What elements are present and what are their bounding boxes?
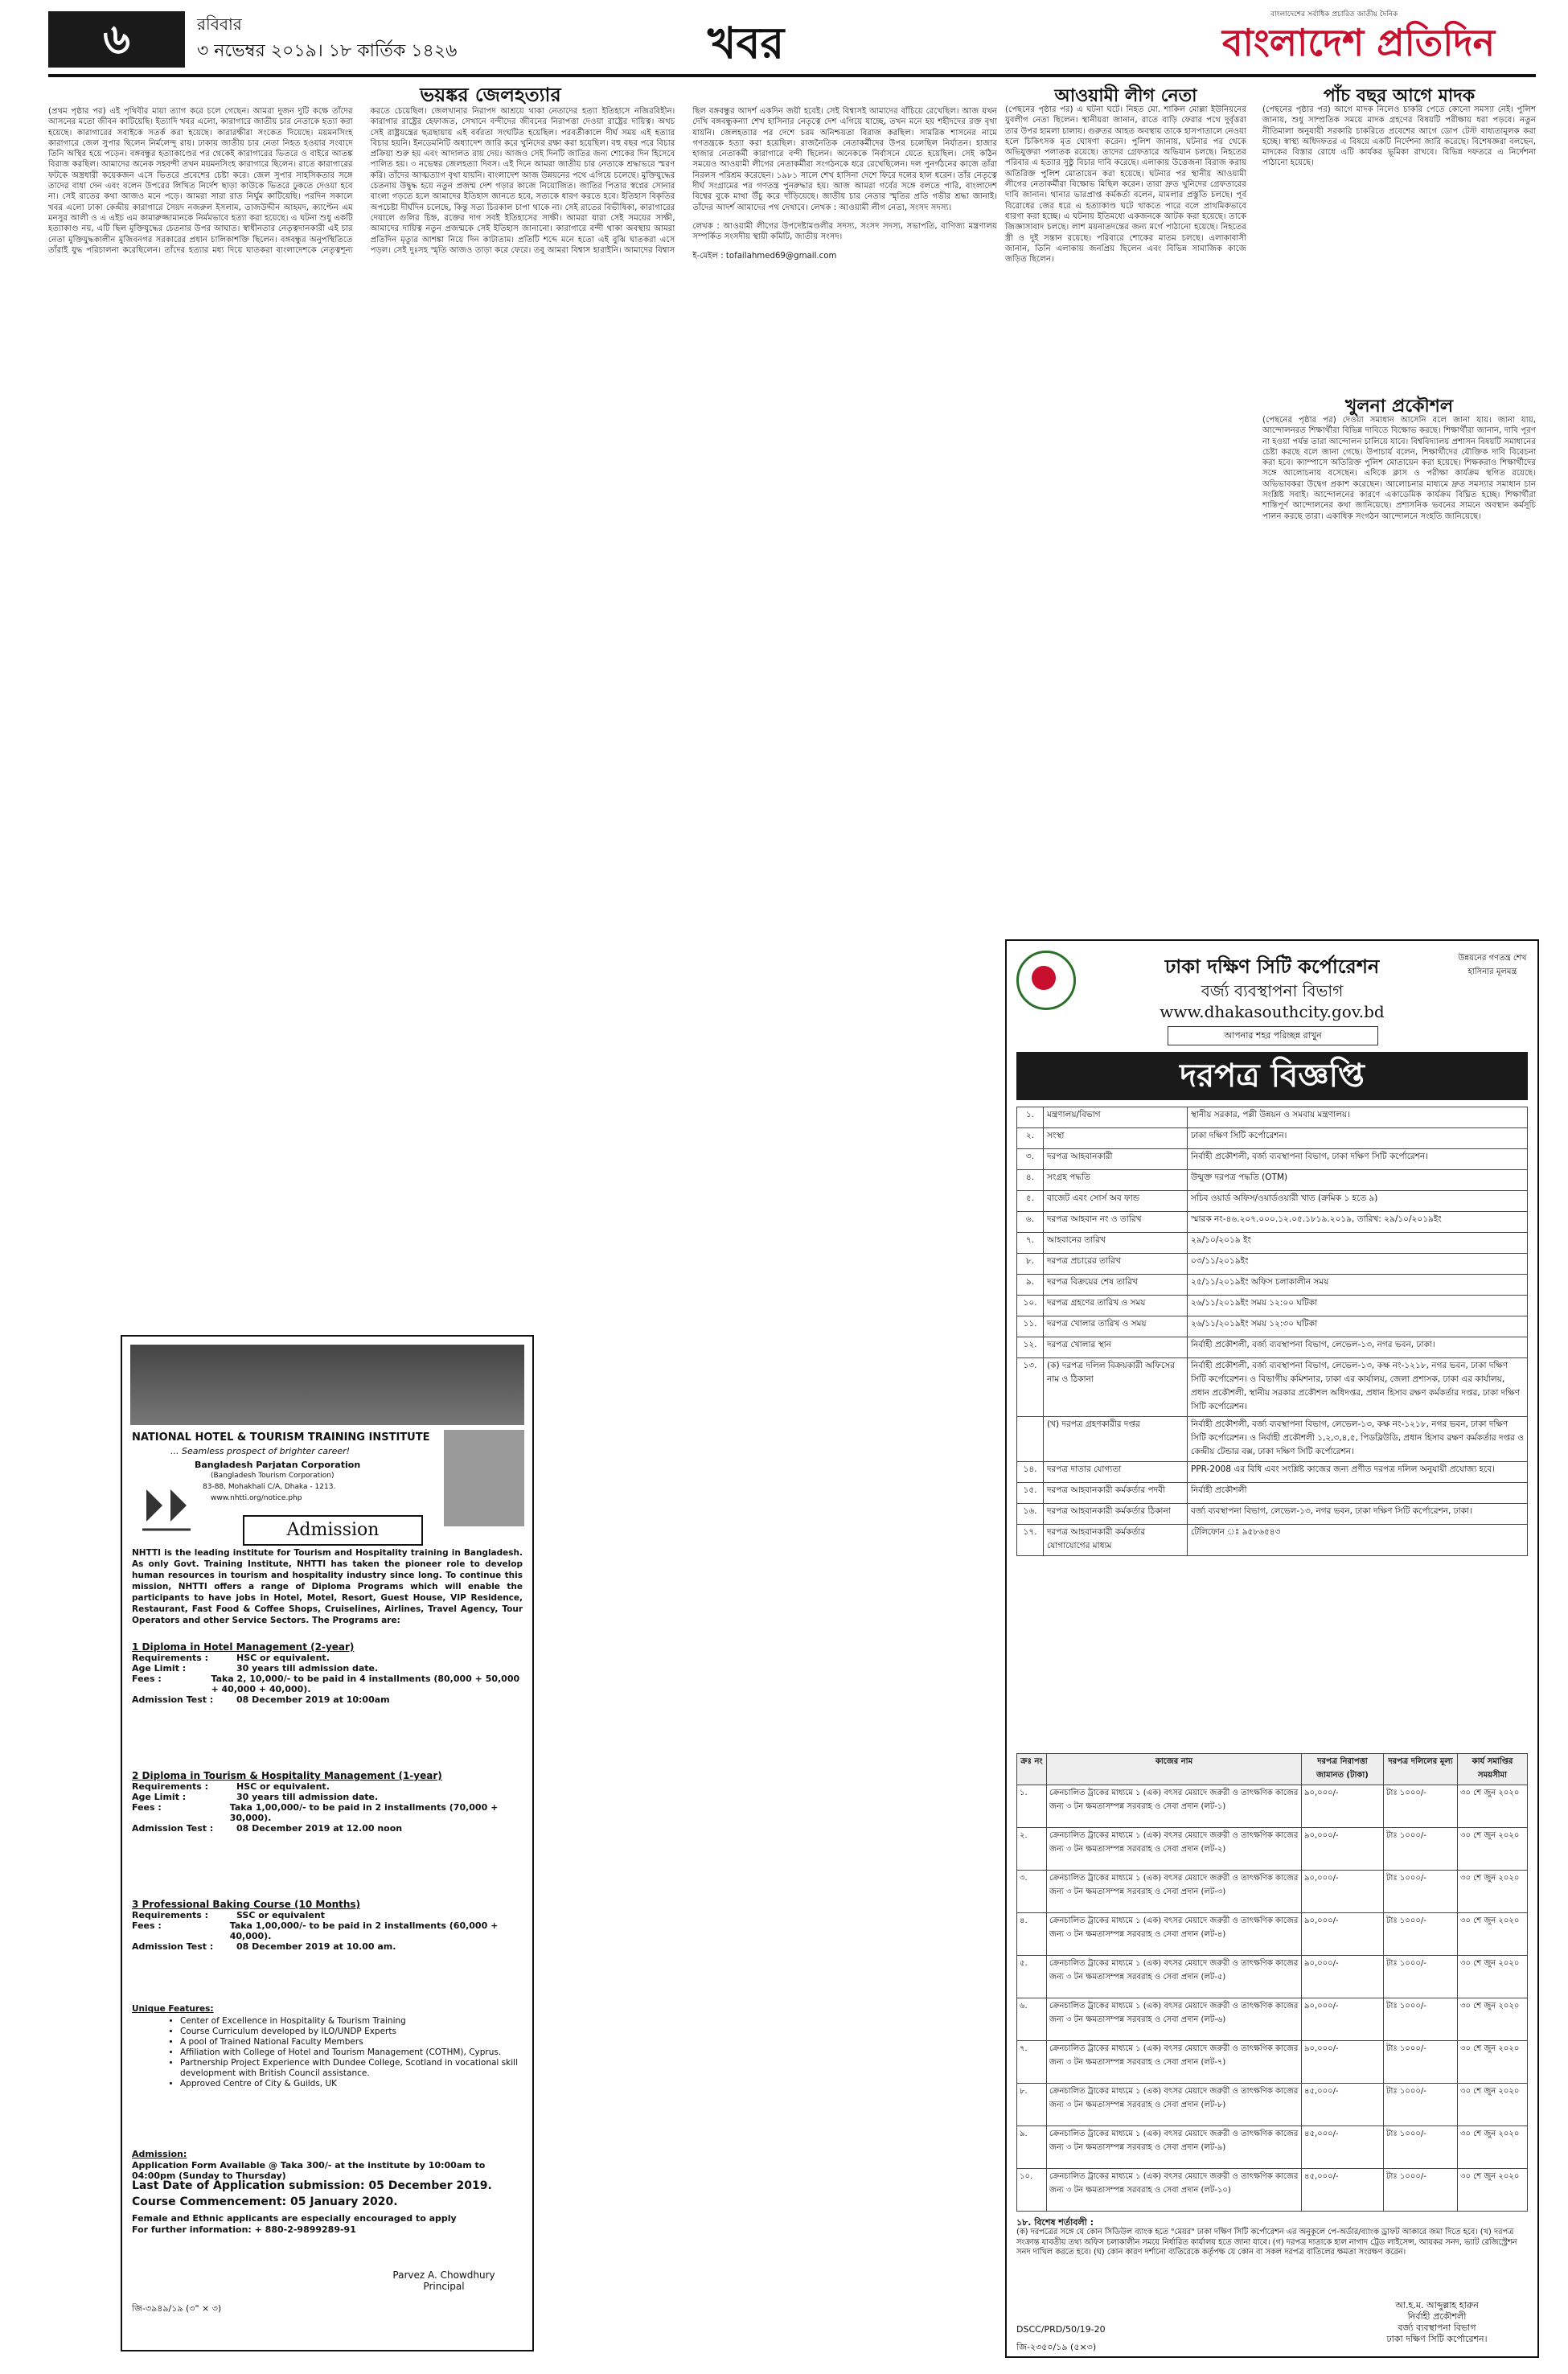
lot-price: টাঃ ১০০০/- xyxy=(1384,2084,1458,2126)
lot-price: টাঃ ১০০০/- xyxy=(1384,1785,1458,1828)
ad-banner-photo xyxy=(130,1345,524,1425)
info-num: ১৪. xyxy=(1017,1462,1044,1483)
tender-info-row xyxy=(1017,1337,1528,1358)
info-value: নির্বাহী প্রকৌশলী, বর্জ্য ব্যবস্থাপনা বিভাগ, লেভেল-১৩, নগর ভবন, ঢাকা। xyxy=(1188,1337,1528,1358)
lot-time: ৩০ শে জুন ২০২০ xyxy=(1458,1956,1528,1998)
feature-item: • Affiliation with College of Hotel and Tourism Management (COTHM), Cyprus. xyxy=(180,2047,523,2058)
lot-desc: ক্রেনচালিত ট্রাকের মাধ্যমে ১ (এক) বৎসর মেয়াদে জরুরী ও তাৎক্ষণিক কাজের জন্য ৩ টন ক্ষমতাসম্পন্ন সরবরাহ ও সেবা প্রদান (লট-৭) xyxy=(1047,2041,1302,2084)
header-rule xyxy=(48,74,1536,77)
program-3 xyxy=(132,1900,523,1952)
lots-col-time: কার্য সমাপ্তির সময়সীমা xyxy=(1458,1754,1528,1785)
lot-price: টাঃ ১০০০/- xyxy=(1384,1871,1458,1913)
main-article-body xyxy=(48,106,997,1320)
lot-desc: ক্রেনচালিত ট্রাকের মাধ্যমে ১ (এক) বৎসর মেয়াদে জরুরী ও তাৎক্ষণিক কাজের জন্য ৩ টন ক্ষমতাসম্পন্ন সরবরাহ ও সেবা প্রদান (লট-৯) xyxy=(1047,2126,1302,2169)
tender-lot-row xyxy=(1017,1871,1528,1913)
lot-time: ৩০ শে জুন ২০২০ xyxy=(1458,1785,1528,1828)
tender-lot-row xyxy=(1017,2084,1528,2126)
label-test: Admission Test : xyxy=(132,1694,214,1705)
tender-info-row xyxy=(1017,1128,1528,1149)
lot-desc: ক্রেনচালিত ট্রাকের মাধ্যমে ১ (এক) বৎসর মেয়াদে জরুরী ও তাৎক্ষণিক কাজের জন্য ৩ টন ক্ষমতাসম্পন্ন সরবরাহ ও সেবা প্রদান (লট-৫) xyxy=(1047,1956,1302,1998)
program-req: HSC or equivalent. xyxy=(236,1781,330,1792)
tender-org: ঢাকা দক্ষিণ সিটি কর্পোরেশন xyxy=(1164,955,1380,978)
ad-deadline: Last Date of Application submission: 05 December 2019. xyxy=(132,2179,492,2192)
program-req: HSC or equivalent. xyxy=(236,1653,330,1663)
info-value: ২৫/১১/২০১৯ইং অফিস চলাকালীন সময় xyxy=(1188,1275,1528,1296)
info-num: ৬. xyxy=(1017,1212,1044,1233)
khulna-article-body: (পেছনের পৃষ্ঠার পর) দেওয়া সমাধান আসেনি বলে জানা যায়। জানা যায়, আন্দোলনরত শিক্ষার্থীরা বিভিন্ন দাবিতে বিক্ষোভ করছে। শিক্ষার্থীরা জানান, দাবি পূরণ না হওয়া পর্যন্ত তারা আন্দোলন চালিয়ে যাবে। বিশ্ববিদ্যালয় প্রশাসন বিষয়টি সমাধানের চেষ্টা করছে বলে জানা গেছে। উপাচার্য বলেন, শিক্ষার্থীদের যৌক্তিক দাবি বিবেচনা করা হবে। ক্যাম্পাসে অতিরিক্ত পুলিশ মোতায়েন করা হয়েছে। শিক্ষকরাও শিক্ষার্থীদের সঙ্গে আলোচনায় বসেছেন। এদিকে ক্লাস ও পরীক্ষা কার্যক্রম স্থগিত রয়েছে। অভিভাবকরা উদ্বেগ প্রকাশ করেছেন। আলোচনার মাধ্যমে দ্রুত সমস্যার সমাধান চান সংশ্লিষ্ট সবাই। আন্দোলনের কারণে একাডেমিক কার্যক্রম বিঘ্নিত হচ্ছে। শিক্ষার্থীরা শান্তিপূর্ণ আন্দোলনের কথা জানিয়েছে। প্রশাসনিক ভবনের সামনে অবস্থান কর্মসূচি পালন করছে তারা। একাধিক সংগঠন আন্দোলনে সংহতি জানিয়েছে। xyxy=(1262,416,1536,521)
info-key: দরপত্র আহবানকারী কর্মকর্তার পদবী xyxy=(1044,1483,1188,1504)
logo-name: বাংলাদেশ প্রতিদিন xyxy=(1222,21,1496,64)
info-key: দরপত্র আহবান নং ও তারিখ xyxy=(1044,1212,1188,1233)
info-num: ২. xyxy=(1017,1128,1044,1149)
label-req: Requirements : xyxy=(132,1781,209,1792)
awami-article-body: (পেছনের পৃষ্ঠার পর) এ ঘটনা ঘটে। নিহত মো. শাকিল মোল্লা ইউনিয়নের যুবলীগ নেতা ছিলেন। স্থানীয়রা জানান, রাতে বাড়ি ফেরার পথে দুর্বৃত্তরা তার উপর হামলা চালায়। গুরুতর আহত অবস্থায় তাকে হাসপাতালে নেওয়া হলে চিকিৎসক মৃত ঘোষণা করেন। পুলিশ জানায়, ঘটনার পর থেকে অভিযুক্তরা পলাতক রয়েছে। তাদের গ্রেফতারে অভিযান চলছে। নিহতের পরিবার এ হত্যার সুষ্ঠু বিচার দাবি করেছে। এলাকায় উত্তেজনা বিরাজ করায় অতিরিক্ত পুলিশ মোতায়েন করা হয়েছে। ঘটনার পর স্থানীয় আওয়ামী লীগের নেতাকর্মীরা বিক্ষোভ মিছিল করেন। তারা দ্রুত খুনিদের গ্রেফতারের দাবি জানান। থানার ভারপ্রাপ্ত কর্মকর্তা বলেন, মামলার প্রস্তুতি চলছে। পূর্ব বিরোধের জের ধরে এ হত্যাকাণ্ড ঘটে থাকতে পারে বলে প্রাথমিকভাবে ধারণা করা হচ্ছে। এ ঘটনায় ইতিমধ্যে একজনকে আটক করা হয়েছে। তাকে জিজ্ঞাসাবাদ চলছে। লাশ ময়নাতদন্তের জন্য মর্গে পাঠানো হয়েছে। নিহতের স্ত্রী ও দুই সন্তান রয়েছে। পরিবারে শোকের মাতম চলছে। এলাকাবাসী জানান, তিনি এলাকায় জনপ্রিয় ছিলেন এবং বিভিন্ন সামাজিক কাজে জড়িত ছিলেন। xyxy=(1005,105,1246,265)
tender-info-row xyxy=(1017,1149,1528,1170)
feature-item: • A pool of Trained National Faculty Members xyxy=(180,2037,523,2047)
label-age: Age Limit : xyxy=(132,1792,187,1802)
info-key: মন্ত্রণালয়/বিভাগ xyxy=(1044,1107,1188,1128)
label-fees: Fees : xyxy=(132,1920,162,1931)
tender-sign-dept: বর্জ্য ব্যবস্থাপনা বিভাগ xyxy=(1398,2323,1476,2333)
header-date: ৩ নভেম্বর ২০১৯। ১৮ কার্তিক ১৪২৬ xyxy=(197,41,458,61)
tender-info-row xyxy=(1017,1417,1528,1462)
lot-security: ৯০,০০০/- xyxy=(1302,1956,1384,1998)
tender-lot-row xyxy=(1017,2169,1528,2212)
info-value: স্থানীয় সরকার, পল্লী উন্নয়ন ও সমবায় মন্ত্রণালয়। xyxy=(1188,1107,1528,1128)
nhtti-logo-icon xyxy=(138,1481,195,1538)
madok-article-title: পাঁচ বছর আগে মাদক xyxy=(1323,86,1476,106)
lot-price: টাঃ ১০০০/- xyxy=(1384,1828,1458,1871)
feature-item: • Approved Centre of City & Guilds, UK xyxy=(180,2079,523,2089)
info-num: ১১. xyxy=(1017,1316,1044,1337)
program-2 xyxy=(132,1771,523,1834)
tender-info-row xyxy=(1017,1483,1528,1504)
dscc-emblem-icon xyxy=(1016,951,1076,1010)
lot-desc: ক্রেনচালিত ট্রাকের মাধ্যমে ১ (এক) বৎসর মেয়াদে জরুরী ও তাৎক্ষণিক কাজের জন্য ৩ টন ক্ষমতাসম্পন্ন সরবরাহ ও সেবা প্রদান (লট-১০) xyxy=(1047,2169,1302,2212)
lot-time: ৩০ শে জুন ২০২০ xyxy=(1458,2126,1528,2169)
ad-features xyxy=(132,2004,523,2089)
program-age: 30 years till admission date. xyxy=(236,1792,379,1802)
info-key: দরপত্র গ্রহণের তারিখ ও সময় xyxy=(1044,1296,1188,1316)
program-age: 30 years till admission date. xyxy=(236,1663,379,1674)
program-req: SSC or equivalent xyxy=(236,1910,325,1920)
features-list xyxy=(132,2016,523,2089)
program-fees: Taka 1,00,000/- to be paid in 2 installments (60,000 + 40,000). xyxy=(229,1920,499,1941)
ad-admission-info xyxy=(132,2149,523,2182)
main-article-text: (প্রথম পৃষ্ঠার পর) এই পৃথিবীর মায়া ত্যাগ করে চলে গেছেন। আমরা দুজন দুটি কক্ষে তাঁদের আসনের মতো জীবন কাটিয়েছি। ইত্যাদি খবর এলো, কারাগারে জাতীয় চার নেতাকে হত্যা করা হয়েছে। কারাগারের সবাইকে সতর্ক করা হয়েছে। কারারক্ষীরা সংকেত দিয়েছে। ময়মনসিংহ কারাগারে জেল সুপার ছিলেন নির্মলেন্দু রায়। ঢাকায় জাতীয় চার নেতা নিহত হওয়ার সংবাদে তিনি অস্থির হয়ে পড়েন। বঙ্গবন্ধুর হত্যাকাণ্ডের পর থেকেই কারাগারের ভিতরে ও বাইরে আতঙ্ক বিরাজ করছিল। আমাদের অনেক সহবন্দী তখন ময়মনসিংহ কারাগারে ছিলেন। রাতে কারাগারের ফটকে অস্ত্রধারী কয়েকজন এসে ভিতরে প্রবেশের চেষ্টা করে। জেল সুপার সাহসিকতার সঙ্গে তাদের বাধা দেন এবং বলেন উপরের লিখিত নির্দেশ ছাড়া কাউকে ভিতরে ঢুকতে দেওয়া হবে না। সেই রাতের কথা আজও মনে পড়ে। আমরা সারা রাত নির্ঘুম কাটিয়েছি। পরদিন সকালে খবর এলো ঢাকা কেন্দ্রীয় কারাগারে সৈয়দ নজরুল ইসলাম, তাজউদ্দীন আহমদ, ক্যাপ্টেন এম মনসুর আলী ও এ এইচ এম কামারুজ্জামানকে নির্মমভাবে হত্যা করা হয়েছে। এ ঘটনা শুধু একটি হত্যাকাণ্ড নয়, এটি ছিল মুক্তিযুদ্ধের চেতনার উপর আঘাত। স্বাধীনতার নেতৃত্বদানকারী এই চার নেতা মুক্তিযুদ্ধকালীন মুজিবনগর সরকারের প্রধান চালিকাশক্তি ছিলেন। বঙ্গবন্ধুর অনুপস্থিতিতে তাঁরাই যুদ্ধ পরিচালনা করেছিলেন। তাঁদের হত্যার মধ্য দিয়ে ঘাতকরা বাংলাদেশকে নেতৃত্বশূন্য করতে চেয়েছিল। জেলখানার নিরাপদ আশ্রয়ে থাকা নেতাদের হত্যা ইতিহাসে নজিরবিহীন। কারাগার রাষ্ট্রের হেফাজত, সেখানে বন্দীদের জীবনের নিরাপত্তা দেওয়া রাষ্ট্রের দায়িত্ব। অথচ সেই রাষ্ট্রযন্ত্রের ছত্রছায়ায় এই বর্বরতা সংঘটিত হয়েছিল। পরবর্তীকালে দীর্ঘ সময় এই হত্যার বিচার হয়নি। ইনডেমনিটি অধ্যাদেশ জারি করে খুনিদের রক্ষা করা হয়েছিল। বহু বছর পরে বিচার প্রক্রিয়া শুরু হয় এবং আদালত রায় দেয়। আজও সেই দিনটি জাতির জন্য শোকের দিন হিসেবে পালিত হয়। ৩ নভেম্বর জেলহত্যা দিবস। এই দিনে আমরা জাতীয় চার নেতাকে শ্রদ্ধাভরে স্মরণ করি। তাঁদের আত্মত্যাগ বৃথা যায়নি। বাংলাদেশ আজ উন্নয়নের পথে এগিয়ে চলেছে। মুক্তিযুদ্ধের চেতনায় উদ্বুদ্ধ হয়ে নতুন প্রজন্ম দেশ গড়ার কাজে নিয়োজিত। জাতির পিতার স্বপ্নের সোনার বাংলা গড়তে হলে আমাদের ইতিহাস জানতে হবে, সত্যকে ধারণ করতে হবে। ইতিহাস বিকৃতির অপচেষ্টা দীর্ঘদিন চলেছে, কিন্তু সত্য চিরকাল চাপা থাকে না। সেই রাতের বিভীষিকা, কারাগারের দেয়ালে গুলির চিহ্ন, রক্তের দাগ সবই ইতিহাসের সাক্ষী। আমরা যারা সেই সময়ের সাক্ষী, আমাদের দায়িত্ব নতুন প্রজন্মকে সেই ইতিহাস জানানো। কারাগারে বন্দী থাকা অবস্থায় আমরা প্রতিদিন মৃত্যুর আশঙ্কা নিয়ে দিন কাটাতাম। প্রতিটি শব্দে মনে হতো এই বুঝি ঘাতকরা এসে পড়ল। সেই দুঃসহ স্মৃতি আজও তাড়া করে ফেরে। তবু আমরা বিশ্বাস হারাইনি। আমাদের বিশ্বাস ছিল বঙ্গবন্ধুর আদর্শ একদিন জয়ী হবেই। সেই বিশ্বাসই আমাদের বাঁচিয়ে রেখেছিল। আজ যখন দেখি বঙ্গবন্ধুকন্যা শেখ হাসিনার নেতৃত্বে দেশ এগিয়ে যাচ্ছে, তখন মনে হয় শহীদদের রক্ত বৃথা যায়নি। জেলহত্যার পর দেশে চরম অনিশ্চয়তা বিরাজ করছিল। সামরিক শাসনের নামে গণতন্ত্রকে হত্যা করা হয়েছিল। রাজনৈতিক নেতাকর্মীদের উপর চলেছিল নির্যাতন। হাজার হাজার নেতাকর্মী কারাগারে বন্দী ছিলেন। অনেককে নির্বাসনে যেতে হয়েছিল। সেই কঠিন সময়েও আওয়ামী লীগের নেতাকর্মীরা সংগঠনকে ধরে রেখেছিলেন। দল পুনর্গঠনের কাজে তাঁরা নিরলস পরিশ্রম করেছেন। ১৯৮১ সালে শেখ হাসিনা দেশে ফিরে দলের হাল ধরেন। তাঁর নেতৃত্বে দীর্ঘ সংগ্রামের পর গণতন্ত্র পুনরুদ্ধার হয়। আজ আমরা গর্বের সঙ্গে বলতে পারি, বাংলাদেশ বিশ্বের বুকে মাথা উঁচু করে দাঁড়িয়েছে। জাতীয় চার নেতার স্মৃতির প্রতি গভীর শ্রদ্ধা জানাই। তাঁদের আদর্শ আমাদের পথ দেখাবে। লেখক : আওয়ামী লীগ নেতা, সংসদ সদস্য। xyxy=(48,107,997,255)
label-age: Age Limit : xyxy=(132,1663,187,1674)
info-num: ১৫. xyxy=(1017,1483,1044,1504)
tender-info-row xyxy=(1017,1191,1528,1212)
tender-signature xyxy=(1344,2300,1529,2345)
label-fees: Fees : xyxy=(132,1674,162,1684)
tender-info-row xyxy=(1017,1296,1528,1316)
lot-n: ৪. xyxy=(1017,1913,1047,1956)
lot-price: টাঃ ১০০০/- xyxy=(1384,1998,1458,2041)
lot-n: ৩. xyxy=(1017,1871,1047,1913)
awami-article-title: আওয়ামী লীগ নেতা xyxy=(1054,86,1197,106)
lot-desc: ক্রেনচালিত ট্রাকের মাধ্যমে ১ (এক) বৎসর মেয়াদে জরুরী ও তাৎক্ষণিক কাজের জন্য ৩ টন ক্ষমতাসম্পন্ন সরবরাহ ও সেবা প্রদান (লট-১) xyxy=(1047,1785,1302,1828)
tender-info-row xyxy=(1017,1316,1528,1337)
info-key: দরপত্র আহবানকারী কর্মকর্তার যোগাযোগের মাধ্যম xyxy=(1044,1525,1188,1556)
tender-info-row xyxy=(1017,1504,1528,1525)
tender-info-row xyxy=(1017,1462,1528,1483)
tender-info-row xyxy=(1017,1107,1528,1128)
tender-slogan-right: উন্নয়নের গণতন্ত্র শেখ হাসিনার মূলমন্ত্র xyxy=(1458,954,1527,976)
feature-item: • Partnership Project Experience with Dundee College, Scotland in vocational skill development with British Council assistance. xyxy=(180,2058,523,2079)
lot-time: ৩০ শে জুন ২০২০ xyxy=(1458,2169,1528,2212)
lot-n: ৬. xyxy=(1017,1998,1047,2041)
label-fees: Fees : xyxy=(132,1802,162,1813)
lot-security: ৪৫,০০০/- xyxy=(1302,2169,1384,2212)
program-test: 08 December 2019 at 12.00 noon xyxy=(236,1823,403,1834)
admission-text: Application Form Available @ Taka 300/- at the institute by 10:00am to 04:00pm (Sunday to Thursday) xyxy=(132,2159,486,2181)
masthead-logo xyxy=(1222,8,1536,72)
info-num: ১. xyxy=(1017,1107,1044,1128)
info-num xyxy=(1017,1417,1044,1462)
ad-intro: NHTTI is the leading institute for Tourism and Hospitality training in Bangladesh. As only Govt. Training Institute, NHTTI has taken the pioneer role to develop human resources in tourism and hospitality industry since long. To continue this mission, NHTTI offers a range of Diploma Programs which will enable the participants to have jobs in Hotel, Motel, Resort, Guest House, VIP Residence, Restaurant, Fast Food & Coffee Shops, Cruiselines, Airlines, Travel Agency, Tour Operators and other Service Sectors. The Programs are: xyxy=(132,1548,523,1625)
ad-phone: For further information: + 880-2-9899289-91 xyxy=(132,2224,356,2235)
ad-admission-label: Admission xyxy=(243,1515,423,1546)
lot-desc: ক্রেনচালিত ট্রাকের মাধ্যমে ১ (এক) বৎসর মেয়াদে জরুরী ও তাৎক্ষণিক কাজের জন্য ৩ টন ক্ষমতাসম্পন্ন সরবরাহ ও সেবা প্রদান (লট-৬) xyxy=(1047,1998,1302,2041)
program-test: 08 December 2019 at 10.00 am. xyxy=(236,1941,396,1952)
info-num: ৭. xyxy=(1017,1233,1044,1254)
lot-n: ৭. xyxy=(1017,2041,1047,2084)
ad-sign-title: Principal xyxy=(423,2281,465,2292)
main-article-email: ই-মেইল : tofailahmed69@gmail.com xyxy=(692,251,837,261)
info-key: দরপত্র খোলার স্থান xyxy=(1044,1337,1188,1358)
tender-info-row xyxy=(1017,1254,1528,1275)
info-key: দরপত্র দাতার যোগ্যতা xyxy=(1044,1462,1188,1483)
info-key: সংস্থা xyxy=(1044,1128,1188,1149)
tender-lot-row xyxy=(1017,1998,1528,2041)
khulna-article-title: খুলনা প্রকৌশল xyxy=(1344,396,1454,417)
lots-col-price: দরপত্র দলিলের মূল্য xyxy=(1384,1754,1458,1785)
info-value: নির্বাহী প্রকৌশলী, বর্জ্য ব্যবস্থাপনা বিভাগ, ঢাকা দক্ষিণ সিটি কর্পোরেশন। xyxy=(1188,1149,1528,1170)
tender-info-row xyxy=(1017,1275,1528,1296)
lot-n: ১. xyxy=(1017,1785,1047,1828)
lots-col-n: ক্রঃ নং xyxy=(1017,1754,1047,1785)
info-key: দরপত্র আহবানকারী কর্মকর্তার ঠিকানা xyxy=(1044,1504,1188,1525)
info-num: ৮. xyxy=(1017,1254,1044,1275)
tender-code: জি-২৩৫০/১৯ (৫×৩) xyxy=(1016,2342,1097,2352)
info-value: সচিব ওয়ার্ড অফিস/ওয়ার্ডওয়ারী খাত (ক্রমিক ১ হতে ৯) xyxy=(1188,1191,1528,1212)
info-key: দরপত্র প্রচারের তারিখ xyxy=(1044,1254,1188,1275)
lot-n: ৫. xyxy=(1017,1956,1047,1998)
tender-website[interactable]: www.dhakasouthcity.gov.bd xyxy=(1160,1002,1385,1021)
info-key: (খ) দরপত্র গ্রহণকারীর দপ্তর xyxy=(1044,1417,1188,1462)
lot-price: টাঃ ১০০০/- xyxy=(1384,1913,1458,1956)
tender-lot-row xyxy=(1017,1828,1528,1871)
info-key: দরপত্র আহবানকারী xyxy=(1044,1149,1188,1170)
lot-time: ৩০ শে জুন ২০২০ xyxy=(1458,1828,1528,1871)
info-value: ০৩/১১/২০১৯ইং xyxy=(1188,1254,1528,1275)
tender-slogan: আপনার শহর পরিচ্ছন্ন রাখুন xyxy=(1168,1026,1378,1045)
info-key: বাজেট এবং সোর্স অব ফান্ড xyxy=(1044,1191,1188,1212)
tender-sign-name: আ.হ.ম. আব্দুল্লাহ হারুন xyxy=(1395,2300,1479,2310)
label-req: Requirements : xyxy=(132,1653,209,1663)
program-title: 1 Diploma in Hotel Management (2-year) xyxy=(132,1641,355,1653)
info-num: ১৭. xyxy=(1017,1525,1044,1556)
lot-security: ৪৫,০০০/- xyxy=(1302,2126,1384,2169)
tender-info-row xyxy=(1017,1358,1528,1417)
main-article-title: ভয়ঙ্কর জেলহত্যার xyxy=(420,84,561,106)
tender-lot-row xyxy=(1017,2126,1528,2169)
info-value: স্মারক নং-৪৬.২০৭.০০০.১২.০৫.১৮১৯.২০১৯, তারিখ: ২৯/১০/২০১৯ইং xyxy=(1188,1212,1528,1233)
tender-lot-row xyxy=(1017,1956,1528,1998)
lot-security: ৯০,০০০/- xyxy=(1302,1871,1384,1913)
label-test: Admission Test : xyxy=(132,1823,214,1834)
info-value: ২৯/১০/২০১৯ ইং xyxy=(1188,1233,1528,1254)
info-value: নির্বাহী প্রকৌশলী, বর্জ্য ব্যবস্থাপনা বিভাগ, লেভেল-১৩, কক্ষ নং-১২১৮, নগর ভবন, ঢাকা দক্ষিণ সিটি কর্পোরেশন। ও বিভাগীয় কমিশনার, ঢাকা এর কার্যালয়, জেলা প্রশাসক, ঢাকা এর কার্যালয়, প্রধান প্রকৌশলী, স্থানীয় সরকার প্রকৌশল অধিদপ্তর, প্রধান হিসাব রক্ষণ কর্মকর্তার দপ্তর, ঢাকা দক্ষিণ সিটি কর্পোরেশন। xyxy=(1188,1358,1528,1417)
nhtti-admission-ad xyxy=(121,1335,534,2351)
tender-ref: DSCC/PRD/50/19-20 xyxy=(1016,2324,1106,2335)
ad-tagline: ... Seamless prospect of brighter career! xyxy=(170,1446,351,1456)
ad-sign-name: Parvez A. Chowdhury xyxy=(392,2269,495,2281)
info-num: ১২. xyxy=(1017,1337,1044,1358)
ad-code: জি-৩৯৪৯/১৯ (৩" × ৩) xyxy=(132,2303,222,2314)
ad-female-note: Female and Ethnic applicants are especially encouraged to apply xyxy=(132,2213,457,2224)
info-num: ১৬. xyxy=(1017,1504,1044,1525)
info-value: নির্বাহী প্রকৌশলী, বর্জ্য ব্যবস্থাপনা বিভাগ, লেভেল-১৩, কক্ষ নং-১২১৮, নগর ভবন, ঢাকা দক্ষিণ সিটি কর্পোরেশন। ও নির্বাহী প্রকৌশলী ১,২,৩,৪,৫, পিডব্লিউডি, প্রধান হিসাব রক্ষণ কর্মকর্তার দপ্তর ও কেন্দ্রীয় টেন্ডার বক্স, ঢাকা দক্ষিণ সিটি কর্পোরেশন। xyxy=(1188,1417,1528,1462)
ad-address: 83-88, Mohakhali C/A, Dhaka - 1213. xyxy=(203,1483,336,1491)
lot-n: ১০. xyxy=(1017,2169,1047,2212)
info-value: ঢাকা দক্ষিণ সিটি কর্পোরেশন। xyxy=(1188,1128,1528,1149)
lot-security: ৯০,০০০/- xyxy=(1302,1913,1384,1956)
lot-time: ৩০ শে জুন ২০২০ xyxy=(1458,1913,1528,1956)
info-value: উন্মুক্ত দরপত্র পদ্ধতি (OTM) xyxy=(1188,1170,1528,1191)
lot-n: ৯. xyxy=(1017,2126,1047,2169)
lot-desc: ক্রেনচালিত ট্রাকের মাধ্যমে ১ (এক) বৎসর মেয়াদে জরুরী ও তাৎক্ষণিক কাজের জন্য ৩ টন ক্ষমতাসম্পন্ন সরবরাহ ও সেবা প্রদান (লট-৮) xyxy=(1047,2084,1302,2126)
lot-time: ৩০ শে জুন ২০২০ xyxy=(1458,1871,1528,1913)
admission-title: Admission: xyxy=(132,2149,187,2159)
info-value: নির্বাহী প্রকৌশলী xyxy=(1188,1483,1528,1504)
program-fees: Taka 2, 10,000/- to be paid in 4 installments (80,000 + 50,000 + 40,000 + 40,000). xyxy=(211,1674,520,1694)
tender-info-row xyxy=(1017,1525,1528,1556)
tender-info-row xyxy=(1017,1233,1528,1254)
tender-dept: বর্জ্য ব্যবস্থাপনা বিভাগ xyxy=(1201,981,1344,1000)
info-key: সংগ্রহ পদ্ধতি xyxy=(1044,1170,1188,1191)
label-req: Requirements : xyxy=(132,1910,209,1920)
header-day: রবিবার xyxy=(197,14,242,34)
features-title: Unique Features: xyxy=(132,2004,214,2014)
ad-website[interactable]: www.nhtti.org/notice.php xyxy=(211,1494,302,1502)
ad-institute: NATIONAL HOTEL & TOURISM TRAINING INSTITUTE xyxy=(132,1431,430,1444)
lot-time: ৩০ শে জুন ২০২০ xyxy=(1458,1998,1528,2041)
tender-lot-row xyxy=(1017,1785,1528,1828)
info-value: ২৬/১১/২০১৯ইং সময় ১২:৩০ ঘটিকা xyxy=(1188,1316,1528,1337)
program-title: 3 Professional Baking Course (10 Months) xyxy=(132,1899,361,1910)
info-num: ৫. xyxy=(1017,1191,1044,1212)
lot-security: ৯০,০০০/- xyxy=(1302,1828,1384,1871)
lot-price: টাঃ ১০০০/- xyxy=(1384,1956,1458,1998)
lot-desc: ক্রেনচালিত ট্রাকের মাধ্যমে ১ (এক) বৎসর মেয়াদে জরুরী ও তাৎক্ষণিক কাজের জন্য ৩ টন ক্ষমতাসম্পন্ন সরবরাহ ও সেবা প্রদান (লট-২) xyxy=(1047,1828,1302,1871)
info-value: PPR-2008 এর বিধি এবং সংশ্লিষ্ট কাজের জন্য প্রণীত দরপত্র দলিল অনুযায়ী প্রযোজ্য হবে। xyxy=(1188,1462,1528,1483)
program-title: 2 Diploma in Tourism & Hospitality Management (1-year) xyxy=(132,1770,442,1781)
tender-sign-title: নির্বাহী প্রকৌশলী xyxy=(1407,2311,1467,2322)
info-value: বর্জ্য ব্যবস্থাপনা বিভাগ, লেভেল-১৩, নগর ভবন, ঢাকা দক্ষিণ সিটি কর্পোরেশন, ঢাকা। xyxy=(1188,1504,1528,1525)
lots-col-security: দরপত্র নিরাপত্তা জামানত (টাকা) xyxy=(1302,1754,1384,1785)
info-key: দরপত্র বিক্রয়ের শেষ তারিখ xyxy=(1044,1275,1188,1296)
info-key: (ক) দরপত্র দলিল বিক্রয়কারী অফিসের নাম ও ঠিকানা xyxy=(1044,1358,1188,1417)
tender-sign-org: ঢাকা দক্ষিণ সিটি কর্পোরেশন। xyxy=(1386,2334,1488,2344)
info-num: ১০. xyxy=(1017,1296,1044,1316)
tender-lots-table xyxy=(1016,1753,1528,2212)
program-fees: Taka 1,00,000/- to be paid in 2 installments (70,000 + 30,000). xyxy=(229,1802,499,1823)
info-num: ৩. xyxy=(1017,1149,1044,1170)
main-article-byline: লেখক : আওয়ামী লীগের উপদেষ্টামণ্ডলীর সদস্য, সংসদ সদস্য, সভাপতি, বাণিজ্য মন্ত্রণালয় সম্পর্কিত সংসদীয় স্থায়ী কমিটি, জাতীয় সংসদ। xyxy=(692,222,997,242)
tender-banner: দরপত্র বিজ্ঞপ্তি xyxy=(1016,1052,1528,1100)
tender-info-row xyxy=(1017,1212,1528,1233)
lot-price: টাঃ ১০০০/- xyxy=(1384,2169,1458,2212)
label-test: Admission Test : xyxy=(132,1941,214,1952)
principal-photo xyxy=(444,1430,524,1526)
lots-col-desc: কাজের নাম xyxy=(1047,1754,1302,1785)
program-test: 08 December 2019 at 10:00am xyxy=(236,1694,390,1705)
info-value: টেলিফোন ঃ ৯৫৮৬৫৪৩ xyxy=(1188,1525,1528,1556)
lot-n: ২. xyxy=(1017,1828,1047,1871)
ad-signature xyxy=(363,2269,524,2292)
lot-security: ৪৫,০০০/- xyxy=(1302,2084,1384,2126)
tender-lot-row xyxy=(1017,2041,1528,2084)
logo-tagline: বাংলাদেশের সর্বাধিক প্রচারিত জাতীয় দৈনিক xyxy=(1270,10,1398,18)
tender-notice xyxy=(1005,939,1539,2358)
info-value: ২৬/১১/২০১৯ইং সময় ১২:০০ ঘটিকা xyxy=(1188,1296,1528,1316)
info-num: ১৩. xyxy=(1017,1358,1044,1417)
section-title: খবর xyxy=(708,18,785,68)
lot-security: ৯০,০০০/- xyxy=(1302,1998,1384,2041)
info-num: ৪. xyxy=(1017,1170,1044,1191)
feature-item: • Course Curriculum developed by ILO/UNDP Experts xyxy=(180,2027,523,2037)
lot-time: ৩০ শে জুন ২০২০ xyxy=(1458,2084,1528,2126)
tender-conditions-title: ১৮. বিশেষ শর্তাবলী : xyxy=(1016,2217,1094,2228)
lot-desc: ক্রেনচালিত ট্রাকের মাধ্যমে ১ (এক) বৎসর মেয়াদে জরুরী ও তাৎক্ষণিক কাজের জন্য ৩ টন ক্ষমতাসম্পন্ন সরবরাহ ও সেবা প্রদান (লট-৪) xyxy=(1047,1913,1302,1956)
program-1 xyxy=(132,1642,523,1705)
lot-time: ৩০ শে জুন ২০২০ xyxy=(1458,2041,1528,2084)
lot-n: ৮. xyxy=(1017,2084,1047,2126)
feature-item: • Center of Excellence in Hospitality & Tourism Training xyxy=(180,2016,523,2027)
lot-price: টাঃ ১০০০/- xyxy=(1384,2126,1458,2169)
tender-lot-row xyxy=(1017,1913,1528,1956)
info-num: ৯. xyxy=(1017,1275,1044,1296)
tender-info-table xyxy=(1016,1107,1528,1556)
lot-security: ৯০,০০০/- xyxy=(1302,1785,1384,1828)
tender-info-row xyxy=(1017,1170,1528,1191)
lot-price: টাঃ ১০০০/- xyxy=(1384,2041,1458,2084)
ad-corp: Bangladesh Parjatan Corporation xyxy=(195,1460,361,1470)
page-number: ৬ xyxy=(48,11,185,68)
ad-commencement: Course Commencement: 05 January 2020. xyxy=(132,2195,398,2208)
ad-corp-en: (Bangladesh Tourism Corporation) xyxy=(211,1472,335,1480)
info-key: আহবানের তারিখ xyxy=(1044,1233,1188,1254)
lot-desc: ক্রেনচালিত ট্রাকের মাধ্যমে ১ (এক) বৎসর মেয়াদে জরুরী ও তাৎক্ষণিক কাজের জন্য ৩ টন ক্ষমতাসম্পন্ন সরবরাহ ও সেবা প্রদান (লট-৩) xyxy=(1047,1871,1302,1913)
tender-conditions: (ক) দরপত্রের সঙ্গে যে কোন সিডিউল ব্যাংক হতে "মেয়র" ঢাকা দক্ষিণ সিটি কর্পোরেশন এর অনুকূলে পে-অর্ডার/ব্যাংক ড্রাফট আকারে জমা দিতে হবে। (খ) দরপত্র সংক্রান্ত যাবতীয় তথ্য অফিস চলাকালীন সময়ে নির্ধারিত কার্যালয় হতে জানা যাবে। (গ) দরপত্র দাতাকে হাল নাগাদ ট্রেড লাইসেন্স, আয়কর সনদ, ভ্যাট রেজিস্ট্রেশন সনদ দাখিল করতে হবে। (ঘ) কোন কারণ দর্শানো ব্যতিরেকে কর্তৃপক্ষ যে কোন বা সকল দরপত্র বাতিলের ক্ষমতা সংরক্ষণ করেন। xyxy=(1016,2228,1517,2257)
info-key: দরপত্র খোলার তারিখ ও সময় xyxy=(1044,1316,1188,1337)
tender-lots-header xyxy=(1017,1754,1528,1785)
lot-security: ৯০,০০০/- xyxy=(1302,2041,1384,2084)
madok-article-body: (পেছনের পৃষ্ঠার পর) আগে মাদক নিলেও চাকরি পেতে কোনো সমস্যা নেই। পুলিশ জানায়, শুধু সাম্প্রতিক সময়ে মাদক গ্রহণের বিষয়টি পরীক্ষায় ধরা পড়বে। নতুন নীতিমালা অনুযায়ী সরকারি চাকরিতে প্রবেশের আগে ডোপ টেস্ট বাধ্যতামূলক করা হচ্ছে। স্বাস্থ্য অধিদফতর এ বিষয়ে একটি নির্দেশনা জারি করেছে। বিশেষজ্ঞরা বলছেন, মাদকের বিস্তার রোধে এটি কার্যকর ভূমিকা রাখবে। বিভিন্ন দফতরে এ নির্দেশনা পাঠানো হয়েছে। xyxy=(1262,105,1536,168)
